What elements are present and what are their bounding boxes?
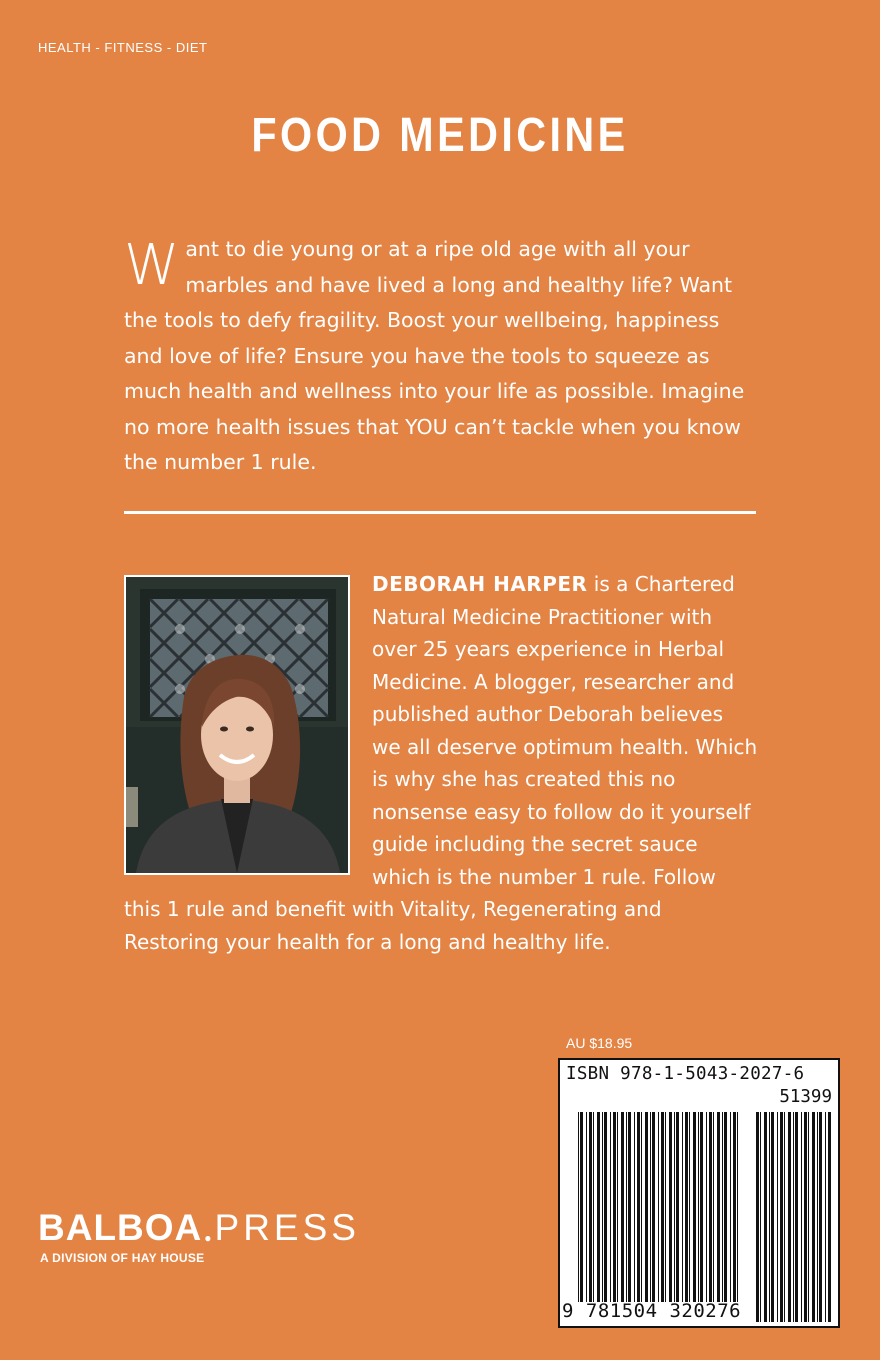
- barcode-bar: [825, 1112, 826, 1322]
- barcode-bar: [819, 1112, 822, 1322]
- isbn-number: ISBN 978-1-5043-2027-6: [566, 1064, 805, 1084]
- barcode-bar: [717, 1112, 720, 1302]
- barcode-bar: [593, 1112, 594, 1302]
- barcode-bar: [645, 1112, 648, 1302]
- barcode-bar: [661, 1112, 664, 1302]
- barcode-bar: [669, 1112, 672, 1302]
- barcode-bar: [610, 1112, 611, 1302]
- price-addon-code: 51399: [779, 1087, 832, 1107]
- barcode-bar: [674, 1112, 675, 1302]
- barcode-bar: [804, 1112, 807, 1322]
- author-portrait-image: [126, 577, 348, 873]
- book-title: FOOD MEDICINE: [251, 109, 629, 162]
- barcode-bar: [685, 1112, 688, 1302]
- barcode-bar: [586, 1112, 587, 1302]
- barcode-bar: [793, 1112, 794, 1322]
- barcode-bar: [621, 1112, 624, 1302]
- author-bio-text: is a Chartered Natural Medicine Practitioner with over 25 years experience in Herbal Medicine. A blogger, researcher and published author Deborah believes we all deserve optimum health. Which is why she has created this no nonsense easy to follow do it yourself guide including the secret sauce which is the number 1 rule. Follow this 1 rule and benefit with Vitality, Regenerating and Restoring your health for a long and healthy life.: [124, 572, 758, 954]
- intro-text: ant to die young or at a ripe old age with all your marbles and have lived a long and healthy life? Want the tools to defy fragility. Boost your wellbeing, happiness and love of life? Ensure you have the tools to squeeze as much health and wellness into your life as possible. Imagine no more health issues that YOU can’t tackle when you know the number 1 rule.: [124, 237, 745, 474]
- barcode-bar: [602, 1112, 603, 1302]
- barcode-bar: [626, 1112, 627, 1302]
- publisher-name-light: PRESS: [214, 1207, 360, 1248]
- intro-paragraph: [124, 232, 764, 481]
- barcode-bar: [578, 1112, 579, 1302]
- barcode-bar: [589, 1112, 592, 1302]
- author-photo: [124, 575, 350, 875]
- barcode-bar: [634, 1112, 635, 1302]
- barcode-bar: [613, 1112, 616, 1302]
- barcode-bar: [730, 1112, 731, 1302]
- barcode-bar: [650, 1112, 651, 1302]
- barcode-bar: [722, 1112, 723, 1302]
- ean-digits: 9 781504 320276: [562, 1300, 742, 1322]
- category-label: HEALTH - FITNESS - DIET: [38, 40, 208, 55]
- barcode-bar: [709, 1112, 712, 1302]
- barcode-bar: [795, 1112, 798, 1322]
- barcode-bar: [597, 1112, 600, 1302]
- barcode-bar: [617, 1112, 618, 1302]
- barcode-bar: [828, 1112, 831, 1322]
- barcode-bar: [733, 1112, 736, 1302]
- drop-cap: W: [124, 233, 180, 298]
- registered-icon: ●: [204, 1231, 213, 1245]
- price-label: AU $18.95: [566, 1035, 633, 1051]
- barcode-bar: [706, 1112, 707, 1302]
- barcode-bar: [604, 1112, 607, 1302]
- barcode-bar: [676, 1112, 679, 1302]
- barcode-bar: [665, 1112, 666, 1302]
- publisher-logo: [38, 1207, 360, 1265]
- barcode-bar: [713, 1112, 714, 1302]
- barcode-bar: [760, 1112, 761, 1322]
- barcode-bar: [756, 1112, 759, 1322]
- isbn-barcode: [558, 1058, 840, 1328]
- barcode-bar: [658, 1112, 659, 1302]
- barcode-bar: [780, 1112, 783, 1322]
- publisher-tagline: A DIVISION OF HAY HOUSE: [40, 1251, 205, 1265]
- barcode-bar: [812, 1112, 815, 1322]
- barcode-bar: [777, 1112, 778, 1322]
- barcode-bar: [801, 1112, 802, 1322]
- barcode-bar: [652, 1112, 655, 1302]
- section-divider: [124, 511, 756, 514]
- barcode-bar: [784, 1112, 785, 1322]
- barcode-bar: [682, 1112, 683, 1302]
- publisher-name-bold: BALBOA: [38, 1207, 203, 1248]
- barcode-bar: [641, 1112, 642, 1302]
- barcode-bar: [628, 1112, 631, 1302]
- barcode-bar: [737, 1112, 738, 1302]
- barcode-bar: [769, 1112, 770, 1322]
- barcode-bar: [580, 1112, 583, 1302]
- barcode-bar: [724, 1112, 727, 1302]
- barcode-bar: [817, 1112, 818, 1322]
- barcode-bar: [771, 1112, 774, 1322]
- barcode-bar: [700, 1112, 703, 1302]
- barcode-bar: [788, 1112, 791, 1322]
- barcode-bar: [698, 1112, 699, 1302]
- barcode-bar: [689, 1112, 690, 1302]
- barcode-bar: [637, 1112, 640, 1302]
- barcode-bars: [560, 1060, 838, 1326]
- barcode-bar: [693, 1112, 696, 1302]
- barcode-bar: [808, 1112, 809, 1322]
- author-name: DEBORAH HARPER: [372, 572, 588, 596]
- barcode-bar: [764, 1112, 767, 1322]
